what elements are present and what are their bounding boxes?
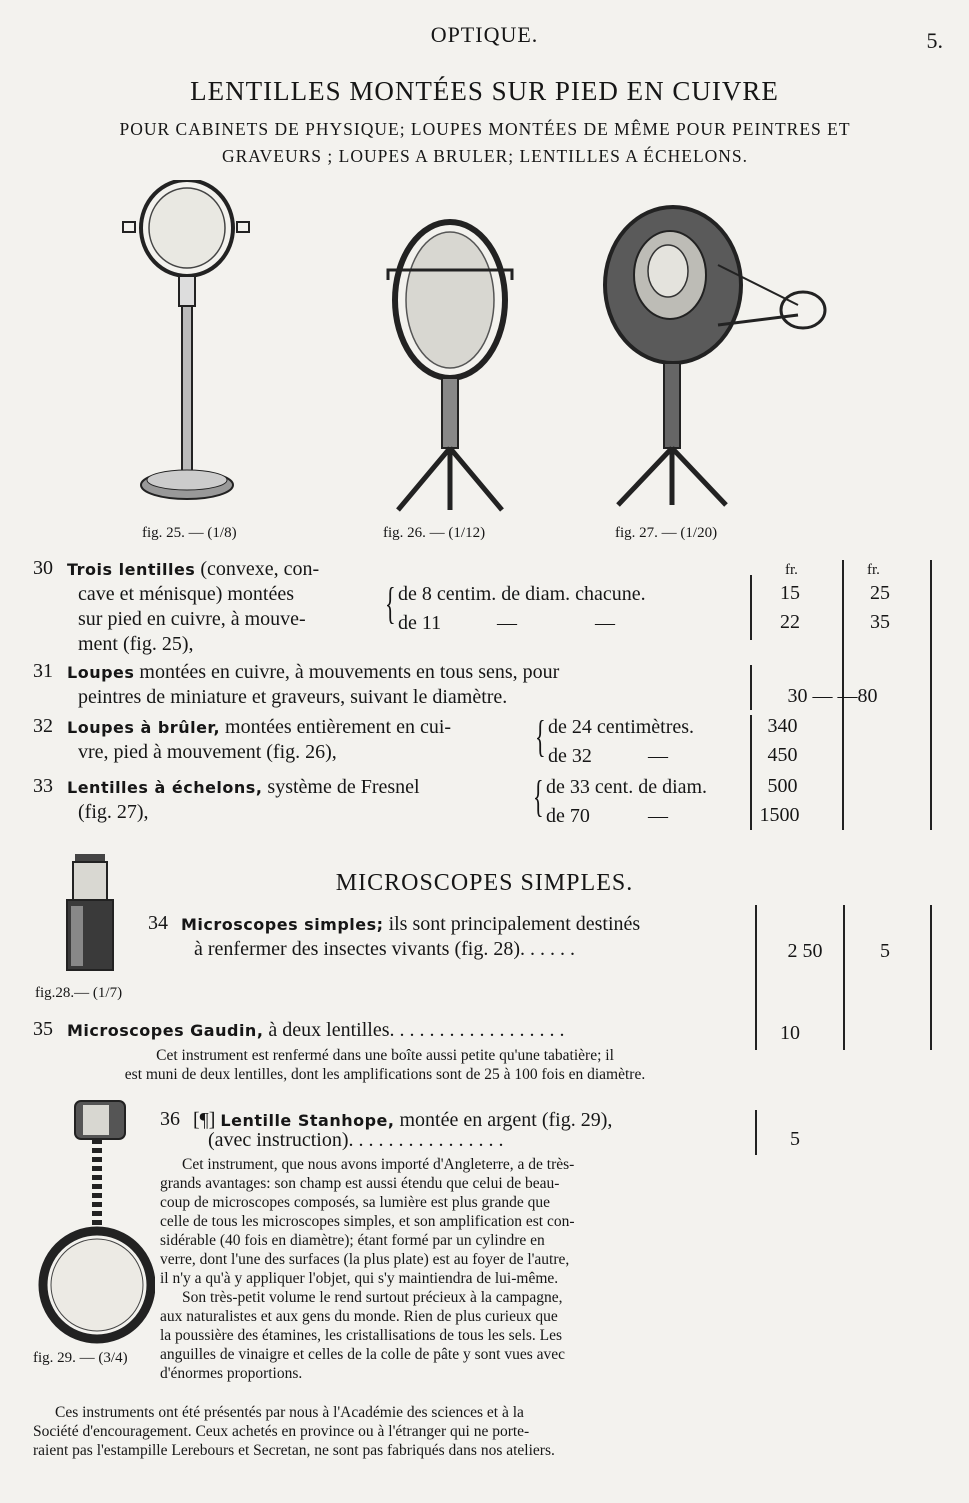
figure-26-illustration (378, 210, 528, 525)
item-33-line2: (fig. 27), (78, 801, 149, 823)
section-subtitle-line2: GRAVEURS ; LOUPES A BRULER; LENTILLES A ÉCHELONS. (221, 146, 749, 166)
item-30-line1: Trois lentilles (convexe, con- (67, 558, 320, 580)
item-31-line1: Loupes montées en cuivre, à mouvements en tous sens, pour (67, 661, 560, 683)
item-30-option-2: de 11 (398, 612, 442, 634)
item-36-name: Lentille Stanhope, (220, 1111, 395, 1130)
item-32-name: Loupes à brûler, (67, 718, 221, 737)
item-32-price-1: 340 (767, 715, 798, 737)
item-36-desc-line3: coup de microscopes composés, sa lumière est plus grande que (160, 1194, 550, 1211)
item-30-dash-2: — (595, 612, 615, 634)
item-36-desc-line9: aux naturalistes et aux gens du monde. Rien de plus curieux que (160, 1308, 558, 1325)
item-33-option-2: de 70 (546, 805, 590, 827)
item-32-dash: — (648, 745, 668, 767)
price-rule-34c (930, 905, 932, 1050)
price-rule-34a (755, 905, 757, 1050)
figure-26-caption: fig. 26. — (1/12) (383, 525, 486, 541)
footer-note (33, 1403, 738, 1460)
item-32-line1: Loupes à brûler, montées entièrement en cui- (67, 716, 452, 738)
item-31-price: 30 — —80 (787, 685, 878, 707)
item-32-number: 32 (33, 715, 53, 737)
item-36-desc-line8: Son très-petit volume le rend surtout précieux à la campagne, (182, 1289, 563, 1306)
price-rule-32 (750, 715, 752, 775)
item-34-name: Microscopes simples; (181, 915, 384, 934)
item-30-line2: cave et ménisque) montées (78, 583, 295, 605)
item-30-price-2b: 35 (870, 611, 890, 633)
item-35-line1: Microscopes Gaudin, à deux lentilles. . . . . . . . . . . . . . . . . . (67, 1019, 565, 1041)
item-34-line2: à renfermer des insectes vivants (fig. 28). . . . . . (194, 938, 575, 960)
item-35-name: Microscopes Gaudin, (67, 1021, 264, 1040)
item-33-price-1: 500 (767, 775, 798, 797)
figure-25-illustration (115, 180, 265, 515)
item-34-line1: Microscopes simples; ils sont principalement destinés (181, 913, 641, 935)
item-36-number: 36 (160, 1108, 180, 1130)
item-30-dash-1: — (497, 612, 517, 634)
figure-29-caption: fig. 29. — (3/4) (33, 1350, 128, 1366)
figure-28-illustration (55, 850, 125, 975)
price-rule-31 (750, 665, 752, 710)
item-36-desc-line5: sidérable (40 fois en diamètre); étant formé par un cylindre en (160, 1232, 545, 1249)
item-30-option-1: de 8 centim. de diam. chacune. (398, 583, 646, 605)
column-header-2: fr. (867, 562, 880, 578)
item-30-name: Trois lentilles (67, 560, 196, 579)
column-rule-3 (930, 560, 932, 830)
item-30-price-2a: 22 (780, 611, 800, 633)
figure-27-caption: fig. 27. — (1/20) (615, 525, 718, 541)
item-36-desc-line10: la poussière des étamines, les cristallisations de tous les sels. Les (160, 1327, 563, 1344)
item-36-desc-line1: Cet instrument, que nous avons importé d'Angleterre, a de très- (182, 1156, 575, 1173)
price-rule-36 (755, 1110, 757, 1155)
item-30-price-1b: 25 (870, 582, 890, 604)
item-36-line2: (avec instruction). . . . . . . . . . . . . . . . (208, 1129, 504, 1151)
item-35-note (35, 1046, 735, 1084)
column-header-1: fr. (785, 562, 798, 578)
item-34-number: 34 (148, 912, 168, 934)
item-33-brace: { (533, 772, 544, 821)
item-31-line2: peintres de miniature et graveurs, suivant le diamètre. (78, 686, 508, 708)
figure-27-illustration (588, 195, 838, 525)
item-36-desc-line4: celle de tous les microscopes simples, et son amplification est con- (160, 1213, 575, 1230)
item-35-note-line2: est muni de deux lentilles, dont les amplifications sont de 25 à 100 fois en diamètre. (124, 1066, 646, 1083)
item-36-desc-line12: d'énormes proportions. (160, 1365, 303, 1382)
item-36-line1: [¶] Lentille Stanhope, montée en argent (fig. 29), (193, 1109, 613, 1131)
footer-line1: Ces instruments ont été présentés par nous à l'Académie des sciences et à la (55, 1404, 524, 1421)
item-31-number: 31 (33, 660, 53, 682)
item-33-number: 33 (33, 775, 53, 797)
item-36-desc-line2: grands avantages: son champ est aussi étendu que celui de beau- (160, 1175, 560, 1192)
figure-25-caption: fig. 25. — (1/8) (142, 525, 237, 541)
item-31-name: Loupes (67, 663, 135, 682)
item-33-dash: — (648, 805, 668, 827)
section-subtitle-line1: POUR CABINETS DE PHYSIQUE; LOUPES MONTÉES DE MÊME POUR PEINTRES ET (119, 119, 851, 139)
item-33-option-1: de 33 cent. de diam. (546, 776, 708, 798)
item-36-desc-line6: verre, dont l'une des surfaces (la plus plate) est au foyer de l'autre, (160, 1251, 570, 1268)
item-36-price: 5 (790, 1128, 800, 1150)
item-32-line2: vre, pied à mouvement (fig. 26), (78, 741, 337, 763)
item-36-description (160, 1155, 735, 1383)
figure-29-illustration (35, 1095, 155, 1350)
price-rule-34b (843, 905, 845, 1050)
section-subtitle (40, 116, 930, 170)
item-33-price-2: 1500 (759, 804, 800, 826)
item-33-line1: Lentilles à échelons, système de Fresnel (67, 776, 420, 798)
item-35-number: 35 (33, 1018, 53, 1040)
item-30-number: 30 (33, 557, 53, 579)
figure-28-caption: fig.28.— (1/7) (35, 985, 123, 1001)
item-30-line3: sur pied en cuivre, à mouve- (78, 608, 306, 630)
footer-line2: Société d'encouragement. Ceux achetés en province ou à l'étranger qui ne porte- (33, 1423, 530, 1440)
running-header: OPTIQUE. (430, 22, 539, 47)
section-title-lentilles: LENTILLES MONTÉES SUR PIED EN CUIVRE (190, 76, 779, 106)
item-30-brace: { (385, 579, 396, 628)
item-32-brace: { (535, 712, 546, 761)
item-35-price: 10 (780, 1022, 800, 1044)
item-32-option-2: de 32 (548, 745, 592, 767)
item-32-price-2: 450 (767, 744, 798, 766)
item-34-price-1: 2 50 (787, 940, 823, 962)
price-rule-33 (750, 775, 752, 830)
item-36-mark: [¶] (193, 1109, 216, 1131)
item-30-line4: ment (fig. 25), (78, 633, 194, 655)
section-title-microscopes: MICROSCOPES SIMPLES. (335, 870, 634, 896)
item-34-price-2: 5 (880, 940, 890, 962)
item-32-option-1: de 24 centimètres. (548, 716, 695, 738)
price-rule-30 (750, 575, 752, 640)
item-36-desc-line11: anguilles de vinaigre et celles de la colle de pâte y sont vues avec (160, 1346, 565, 1363)
item-35-note-line1: Cet instrument est renfermé dans une boîte aussi petite qu'une tabatière; il (156, 1047, 614, 1064)
item-36-desc-line7: il n'y a qu'à y appliquer l'objet, qui s'y maintiendra de lui-même. (160, 1270, 559, 1287)
page-number: 5. (926, 28, 943, 53)
item-30-price-1a: 15 (780, 582, 800, 604)
footer-line3: raient pas l'estampille Lerebours et Secretan, ne sont pas fabriqués dans nos ateliers. (33, 1442, 555, 1459)
item-33-name: Lentilles à échelons, (67, 778, 263, 797)
